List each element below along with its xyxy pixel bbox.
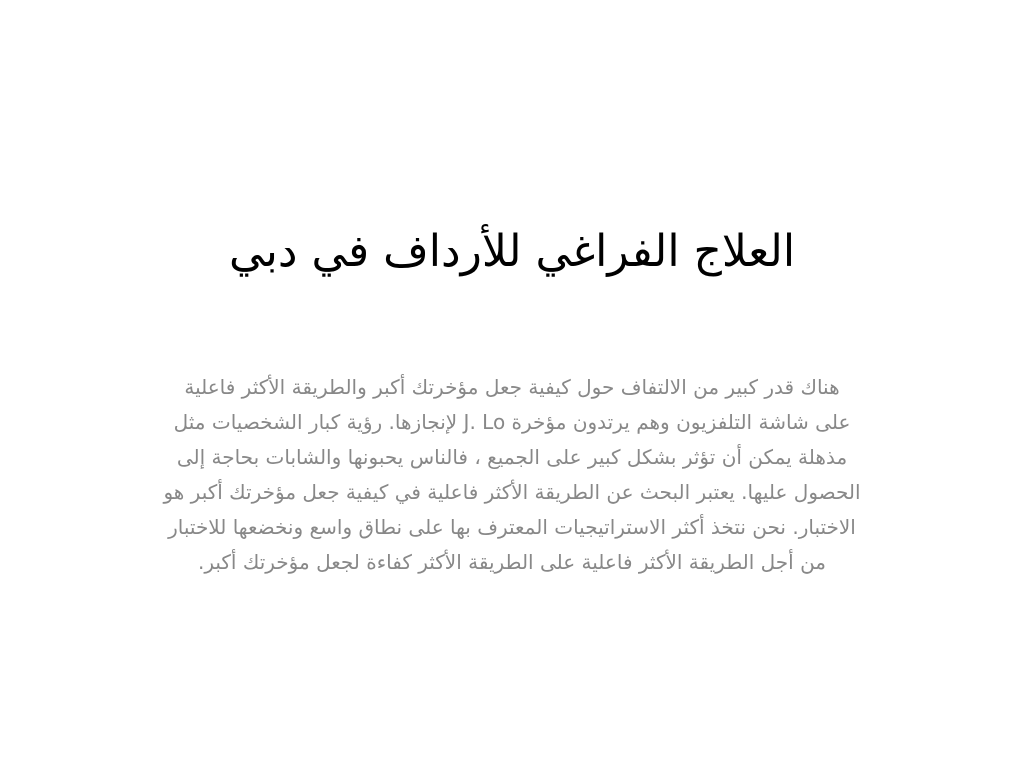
- body-line: الاختبار. نحن نتخذ أكثر الاستراتيجيات المعترف بها على نطاق واسع ونخضعها للاختبار: [168, 515, 856, 539]
- body-line: مذهلة يمكن أن تؤثر بشكل كبير على الجميع ، فالناس يحبونها والشابات بحاجة إلى: [176, 445, 848, 469]
- slide-body: [100, 370, 924, 580]
- body-line: هناك قدر كبير من الالتفاف حول كيفية جعل مؤخرتك أكبر والطريقة الأكثر فاعلية: [184, 375, 840, 399]
- body-line: على شاشة التلفزيون وهم يرتدون مؤخرة J. Lo لإنجازها. رؤية كبار الشخصيات مثل: [173, 410, 851, 434]
- body-line: من أجل الطريقة الأكثر فاعلية على الطريقة الأكثر كفاءة لجعل مؤخرتك أكبر.: [197, 550, 827, 574]
- slide-title: العلاج الفراغي للأرداف في دبي: [228, 226, 796, 277]
- body-line: الحصول عليها. يعتبر البحث عن الطريقة الأكثر فاعلية في كيفية جعل مؤخرتك أكبر هو: [163, 480, 861, 504]
